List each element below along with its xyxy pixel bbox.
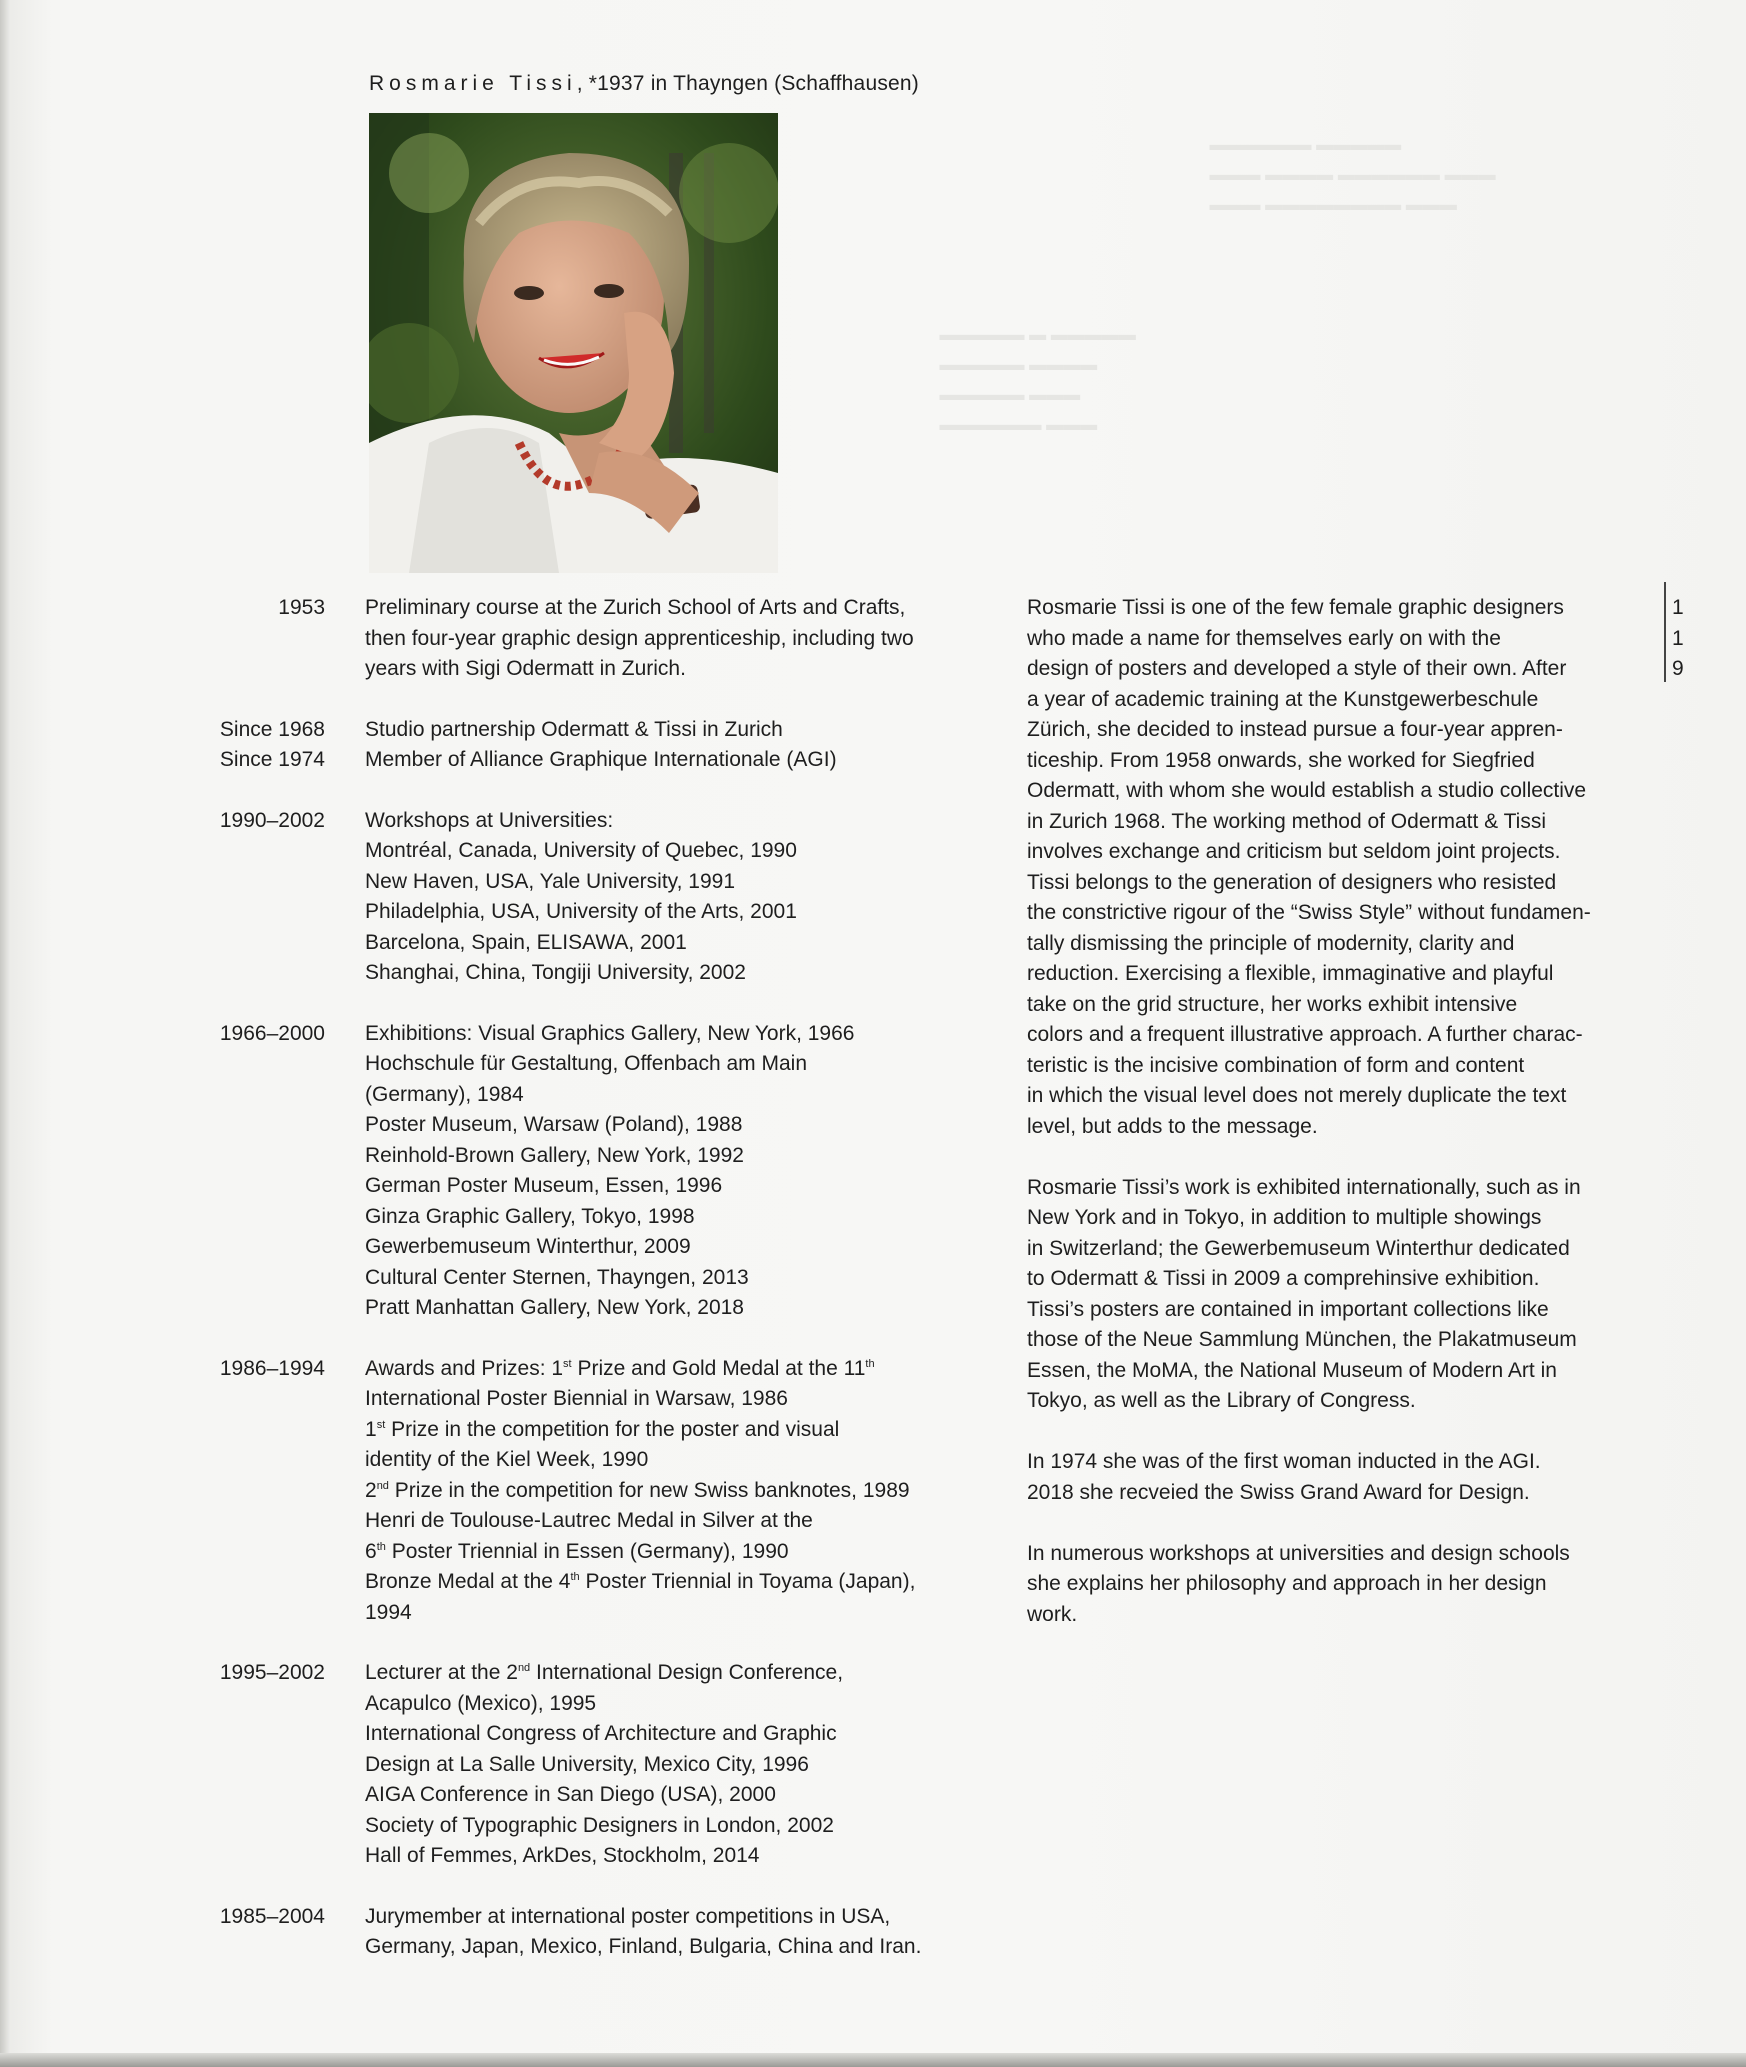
timeline-line: then four-year graphic design apprenticeship, including two [365,626,914,650]
timeline-line: AIGA Conference in San Diego (USA), 2000 [365,1783,776,1806]
bio-line: Zürich, she decided to instead pursue a four-year appren- [1027,718,1563,741]
timeline-line: identity of the Kiel Week, 1990 [365,1448,649,1471]
timeline-line: Society of Typographic Designers in London, 2002 [365,1813,834,1837]
bio-line: Tissi belongs to the generation of designers who resisted [1027,870,1557,894]
timeline-line: Workshops at Universities: [365,808,614,832]
bio-line: 2018 she recveied the Swiss Grand Award for Design. [1027,1480,1530,1504]
timeline-line: Shanghai, China, Tongiji University, 2002 [365,961,746,984]
page-number-digit: 1 [1672,626,1684,650]
timeline-text [365,1019,854,1324]
timeline-line: Exhibitions: Visual Graphics Gallery, New York, 1966 [365,1021,855,1045]
timeline-line: 1994 [365,1600,412,1624]
timeline-text [365,1354,915,1629]
timeline-line: Hochschule für Gestaltung, Offenbach am Main [365,1052,808,1075]
bio-line: In numerous workshops at universities and design schools [1027,1541,1570,1565]
bio-line: Tissi’s posters are contained in important collections like [1027,1297,1549,1321]
timeline-line: Reinhold-Brown Gallery, New York, 1992 [365,1143,744,1167]
timeline-line: Germany, Japan, Mexico, Finland, Bulgaria, China and Iran. [365,1935,922,1958]
bio-line: who made a name for themselves early on with the [1027,626,1501,650]
timeline-line: years with Sigi Odermatt in Zurich. [365,657,686,680]
timeline [170,593,1000,1993]
bio-line: those of the Neue Sammlung München, the Plakatmuseum [1027,1328,1577,1351]
page-number [1672,593,1684,685]
bio-line: tally dismissing the principle of modernity, clarity and [1027,931,1515,955]
timeline-line: International Poster Biennial in Warsaw, 1986 [365,1387,788,1410]
timeline-line: Preliminary course at the Zurich School of Arts and Crafts, [365,596,906,619]
bio-line: in which the visual level does not merely duplicate the text [1027,1084,1567,1107]
timeline-line: Member of Alliance Graphique Internationale (AGI) [365,748,837,771]
bio-line: in Zurich 1968. The working method of Odermatt & Tissi [1027,809,1547,833]
bio-line: ticeship. From 1958 onwards, she worked for Siegfried [1027,748,1535,772]
bio-line: take on the grid structure, her works exhibit intensive [1027,992,1518,1016]
page-header [369,72,919,96]
bio-line: In 1974 she was of the first woman inducted in the AGI. [1027,1450,1541,1473]
bio-line: work. [1027,1602,1078,1626]
portrait-photo [369,113,778,573]
show-through-text-2: ▬▬▬▬▬ ▬ ▬▬▬▬▬ ▬▬▬▬▬ ▬▬▬▬ ▬▬▬▬▬ ▬▬▬ ▬▬▬▬▬▬ ▬▬▬ [939,325,1136,434]
page-number-digit: 1 [1672,596,1684,619]
timeline-line: Hall of Femmes, ArkDes, Stockholm, 2014 [365,1844,760,1867]
show-through-text: ▬▬▬▬▬▬ ▬▬▬▬▬ ▬▬▬ ▬▬▬▬ ▬▬▬▬▬▬ ▬▬▬ ▬▬▬ ▬▬▬▬▬▬▬▬ ▬▬▬ [1209,135,1496,214]
bio-paragraph [1027,1447,1667,1508]
timeline-entry [170,745,1000,776]
timeline-line: Gewerbemuseum Winterthur, 2009 [365,1235,691,1258]
timeline-line: Barcelona, Spain, ELISAWA, 2001 [365,930,687,954]
timeline-line: 1st Prize in the competition for the poster and visual [365,1417,840,1441]
timeline-entry [170,715,1000,746]
timeline-line: International Congress of Architecture and Graphic [365,1722,837,1745]
timeline-text [365,593,914,685]
birth-info: , *1937 in Thayngen (Schaffhausen) [576,72,919,95]
bio-line: Tokyo, as well as the Library of Congress. [1027,1389,1416,1412]
timeline-year: 1985–2004 [219,1904,325,1928]
timeline-year: 1986–1994 [219,1356,325,1380]
page-left-edge [0,0,10,2067]
bio-line: to Odermatt & Tissi in 2009 a comprehinsive exhibition. [1027,1267,1540,1290]
timeline-entry [170,593,1000,685]
timeline-text [365,1902,921,1963]
timeline-year: 1990–2002 [219,808,325,832]
timeline-year: Since 1968 [219,717,325,741]
bio-line: level, but adds to the message. [1027,1114,1318,1138]
page-bottom-edge [0,2053,1746,2067]
bio-line: the constrictive rigour of the “Swiss Style” without fundamen- [1027,901,1591,924]
timeline-line: Jurymember at international poster competitions in USA, [365,1904,891,1928]
timeline-line: Acapulco (Mexico), 1995 [365,1691,597,1715]
timeline-line: (Germany), 1984 [365,1082,524,1106]
timeline-line: Studio partnership Odermatt & Tissi in Zurich [365,717,783,741]
bio-line: she explains her philosophy and approach in her design [1027,1572,1547,1595]
timeline-line: Awards and Prizes: 1st Prize and Gold Medal at the 11th [365,1356,875,1380]
bio-paragraph [1027,1173,1667,1417]
timeline-line: Design at La Salle University, Mexico City, 1996 [365,1752,809,1776]
bio-line: Odermatt, with whom she would establish a studio collective [1027,779,1587,802]
timeline-line: Ginza Graphic Gallery, Tokyo, 1998 [365,1204,695,1228]
designer-name: Rosmarie Tissi [369,72,577,95]
timeline-text [365,745,837,776]
page-number-digit: 9 [1672,657,1684,680]
timeline-line: Bronze Medal at the 4th Poster Triennial in Toyama (Japan), [365,1570,916,1593]
timeline-line: Henri de Toulouse-Lautrec Medal in Silver at the [365,1509,813,1532]
biography-text [1027,593,1667,1661]
timeline-line: 2nd Prize in the competition for new Swiss banknotes, 1989 [365,1478,910,1502]
bio-line: Rosmarie Tissi’s work is exhibited internationally, such as in [1027,1175,1581,1199]
bio-line: reduction. Exercising a flexible, immaginative and playful [1027,962,1554,985]
timeline-line: Poster Museum, Warsaw (Poland), 1988 [365,1113,743,1136]
bio-paragraph [1027,1539,1667,1631]
timeline-line: Philadelphia, USA, University of the Arts, 2001 [365,900,797,923]
timeline-line: Montréal, Canada, University of Quebec, 1990 [365,839,797,862]
timeline-line: Pratt Manhattan Gallery, New York, 2018 [365,1296,744,1319]
portrait-illustration [369,113,778,573]
timeline-year: 1995–2002 [219,1661,325,1684]
bio-line: involves exchange and criticism but seldom joint projects. [1027,840,1561,863]
bio-line: Essen, the MoMA, the National Museum of Modern Art in [1027,1358,1557,1382]
timeline-entry [170,1658,1000,1872]
bio-line: colors and a frequent illustrative approach. A further charac- [1027,1023,1583,1046]
timeline-entry [170,1354,1000,1629]
timeline-year: 1953 [278,596,325,619]
bio-line: design of posters and developed a style of their own. After [1027,657,1567,680]
timeline-text [365,1658,843,1872]
bio-paragraph [1027,593,1667,1142]
timeline-entry [170,806,1000,989]
timeline-year: 1966–2000 [219,1021,325,1045]
bio-line: Rosmarie Tissi is one of the few female graphic designers [1027,596,1564,619]
bio-line: a year of academic training at the Kunstgewerbeschule [1027,687,1539,711]
folio-rule [1664,582,1666,682]
timeline-line: German Poster Museum, Essen, 1996 [365,1174,723,1197]
bio-line: New York and in Tokyo, in addition to multiple showings [1027,1206,1542,1229]
timeline-entry [170,1019,1000,1324]
timeline-line: 6th Poster Triennial in Essen (Germany), 1990 [365,1539,789,1563]
timeline-line: Cultural Center Sternen, Thayngen, 2013 [365,1265,749,1289]
timeline-text [365,806,797,989]
timeline-year: Since 1974 [219,748,325,771]
bio-line: teristic is the incisive combination of form and content [1027,1053,1525,1077]
bio-line: in Switzerland; the Gewerbemuseum Winterthur dedicated [1027,1236,1570,1260]
timeline-text [365,715,783,746]
timeline-entry [170,1902,1000,1963]
timeline-line: Lecturer at the 2nd International Design Conference, [365,1661,844,1684]
timeline-line: New Haven, USA, Yale University, 1991 [365,869,736,893]
